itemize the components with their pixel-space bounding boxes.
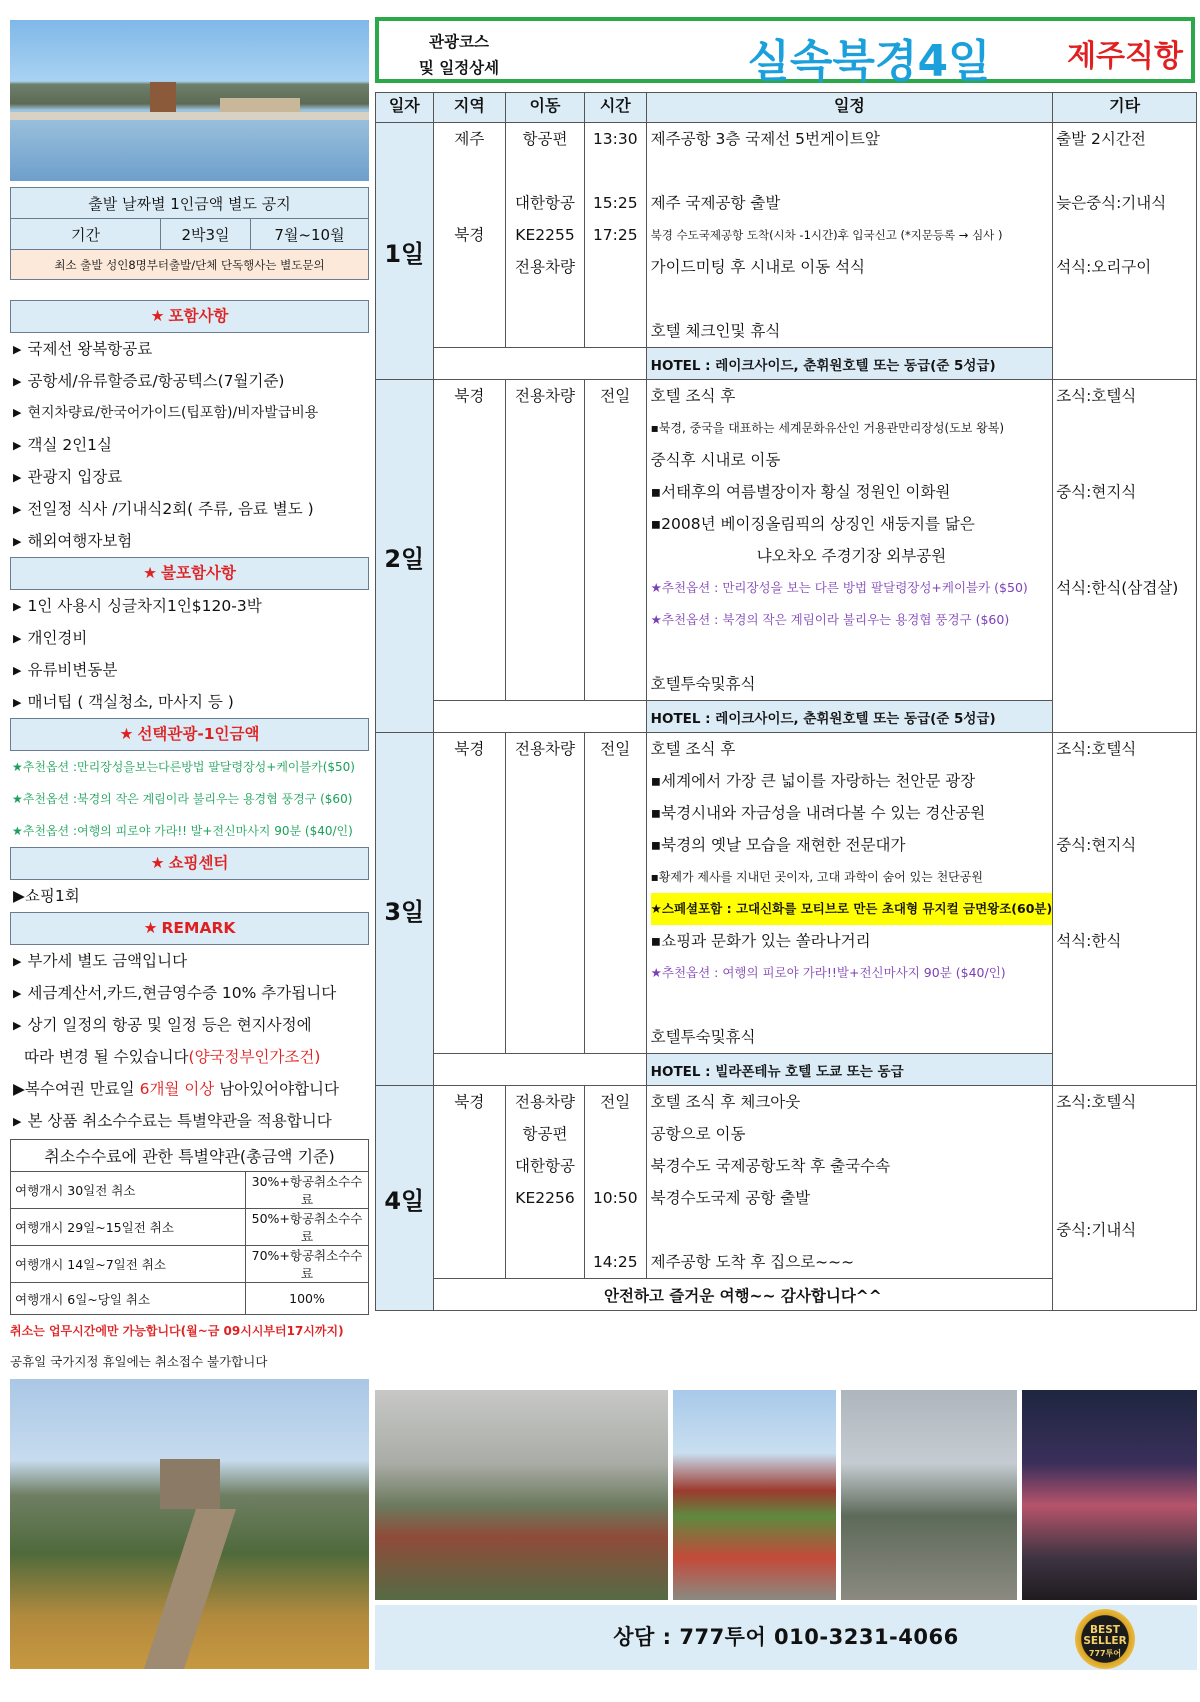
optional-item: ★추천옵션 :북경의 작은 계림이라 불리우는 용경협 풍경구 ($60) <box>12 792 353 806</box>
day-label: 1일 <box>376 123 434 380</box>
triangle-right-icon: ▶ <box>13 696 22 709</box>
trip-duration: 2박3일 <box>161 219 251 250</box>
passport-note: ▶복수여권 만료일 6개월 이상 남아있어야합니다 <box>13 1080 339 1098</box>
list-item-continued: 따라 변경 될 수있습니다(양국정부인가조건) <box>24 1048 321 1066</box>
list-item: ▶ 유류비변동분 <box>10 654 369 686</box>
region-cell: 제주 북경 <box>433 123 506 348</box>
shopping-heading: ★ 쇼핑센터 <box>10 847 369 880</box>
optional-tour-heading: ★ 선택관광-1인금액 <box>10 718 369 751</box>
triangle-right-icon: ▶ <box>13 632 22 645</box>
pagoda-shape <box>150 82 176 116</box>
shore-shape <box>10 112 369 120</box>
itinerary-cell: 호텔 조식 후 ▪세계에서 가장 큰 넓이를 자랑하는 천안문 광장 ▪북경시내와 자금성을 내려다볼 수 있는 경산공원 ▪북경의 옛날 모습을 재현한 전문대가 ▪황제가 제사를 지내던 곳이자, 고대 과학이 숨어 있는 천단공원 ★스페셜포함 : 고대신화를 모티브로 만든 초대형 뮤지컬 금면왕조(60분) ▪쇼핑과 문화가 있는 쏠라나거리 ★추천옵션 : 여행의 피로야 가라!!발+전신마사지 90분 ($40/인) 호텔투숙및휴식 <box>646 733 1053 1054</box>
table-header-row <box>376 93 1197 123</box>
included-list <box>10 333 369 557</box>
table-row <box>11 1172 369 1209</box>
col-region: 지역 <box>433 93 506 123</box>
time-cell: 전일 <box>584 733 646 1054</box>
title-subtitle: 관광코스 및 일정상세 <box>418 33 500 77</box>
cancel-period: 여행개시 6일~당일 취소 <box>11 1283 246 1315</box>
left-column <box>10 20 369 1669</box>
day-label: 4일 <box>376 1086 434 1311</box>
notice-header: 출발 날짜별 1인금액 별도 공지 <box>11 188 369 219</box>
list-item: ▶ 세금계산서,카드,현금영수증 10% 추가됩니다 <box>10 977 369 1009</box>
hotel-info: HOTEL : 빌라폰테뉴 호텔 도쿄 또는 동급 <box>646 1054 1053 1086</box>
region-cell: 북경 <box>433 1086 506 1279</box>
special-inclusion: ★스페셜포함 : 고대신화를 모티브로 만든 초대형 뮤지컬 금면왕조(60분) <box>651 893 1053 925</box>
excluded-list <box>10 590 369 718</box>
triangle-right-icon: ▶ <box>13 503 22 516</box>
cancellation-heading: 취소수수료에 관한 특별약관(총금액 기준) <box>11 1140 369 1172</box>
triangle-right-icon: ▶ <box>13 1019 22 1032</box>
time-cell: 13:30 15:25 17:25 <box>584 123 646 348</box>
contact-info: 상담 : 777투어 010-3231-4066 <box>613 1625 959 1649</box>
star-icon: ★ <box>119 725 134 743</box>
summer-palace-photo <box>10 20 369 181</box>
remark-list <box>10 945 369 1137</box>
hotel-spacer <box>433 1054 646 1086</box>
hotel-info: HOTEL : 레이크사이드, 춘휘원호텔 또는 동급(준 5성급) <box>646 701 1053 733</box>
triangle-right-icon: ▶ <box>13 600 22 613</box>
day1-row <box>376 123 1197 348</box>
cancel-fee: 30%+항공취소수수료 <box>246 1172 369 1209</box>
etc-cell: 조식:호텔식 중식:현지식 석식:한식 <box>1053 733 1197 1086</box>
col-itinerary: 일정 <box>646 93 1053 123</box>
optional-item: ★추천옵션 :만리장성을보는다른방법 팔달령장성+케이블카($50) <box>12 760 355 774</box>
day-label: 2일 <box>376 380 434 733</box>
table-row <box>11 1246 369 1283</box>
optional-tour-list <box>10 751 369 847</box>
region-cell: 북경 <box>433 380 506 701</box>
list-item: ▶ 1인 사용시 싱글차지1인$120-3박 <box>10 590 369 622</box>
list-item: ▶ 공항세/유류할증료/항공텍스(7월기준) <box>10 365 369 397</box>
etc-cell: 조식:호텔식 중식:기내식 <box>1053 1086 1197 1311</box>
star-icon: ★ <box>143 564 158 582</box>
best-seller-badge: BEST SELLER 777투어 <box>1075 1609 1135 1669</box>
col-time: 시간 <box>584 93 646 123</box>
day3-row <box>376 733 1197 1054</box>
hotel-spacer <box>433 701 646 733</box>
price-notice-table <box>10 187 369 280</box>
triangle-right-icon: ▶ <box>13 987 22 1000</box>
night-street-photo <box>1022 1390 1197 1600</box>
triangle-right-icon: ▶ <box>13 439 22 452</box>
title-banner <box>375 17 1195 87</box>
cancel-period: 여행개시 30일전 취소 <box>11 1172 246 1209</box>
day2-row <box>376 380 1197 701</box>
list-item: ▶ 객실 2인1실 <box>10 429 369 461</box>
list-item: ▶ 개인경비 <box>10 622 369 654</box>
triangle-right-icon: ▶ <box>13 535 22 548</box>
great-wall-photo <box>10 1379 369 1669</box>
itinerary-cell: 제주공항 3층 국제선 5번게이트앞 제주 국제공항 출발 북경 수도국제공항 도착(시차 -1시간)후 입국신고 (*지문등록 → 심사 ) 가이드미팅 후 시내로 이동 석식 호텔 체크인및 휴식 <box>646 123 1053 348</box>
cancel-period: 여행개시 29일~15일전 취소 <box>11 1209 246 1246</box>
page-title: 실속북경4일 <box>747 36 991 87</box>
transport-cell: 전용차량 <box>506 733 585 1054</box>
forbidden-city-photo <box>375 1390 668 1600</box>
cancellation-fee-table <box>10 1139 369 1315</box>
table-row <box>11 1209 369 1246</box>
wall-shape <box>144 1509 236 1669</box>
minimum-departure-note: 최소 출발 성인8명부터출발/단체 단독행사는 별도문의 <box>11 250 369 280</box>
contact-footer <box>375 1605 1197 1670</box>
star-icon: ★ <box>150 307 165 325</box>
transport-cell: 전용차량 <box>506 380 585 701</box>
table-row <box>11 1283 369 1315</box>
list-item: ▶ 전일정 식사 /기내식2회( 주류, 음료 별도 ) <box>10 493 369 525</box>
transport-cell: 항공편 대한항공 KE2255 전용차량 <box>506 123 585 348</box>
list-item: ▶ 본 상품 취소수수료는 특별약관을 적용합니다 <box>10 1105 369 1137</box>
hotel-info: HOTEL : 레이크사이드, 춘휘원호텔 또는 동급(준 5성급) <box>646 348 1053 380</box>
included-heading: ★ 포함사항 <box>10 300 369 333</box>
cancel-fee: 70%+항공취소수수료 <box>246 1246 369 1283</box>
list-item: ▶ 부가세 별도 금액입니다 <box>10 945 369 977</box>
itinerary-cell: 호텔 조식 후 ▪북경, 중국을 대표하는 세계문화유산인 거용관만리장성(도보 왕복) 중식후 시내로 이동 ▪서태후의 여름별장이자 황실 정원인 이화원 ▪2008년 베이징올림픽의 상징인 새둥지를 닮은 냐오차오 주경기장 외부공원 ★추천옵션 : 만리장성을 보는 다른 방법 팔달령장성+케이블카 ($50) ★추천옵션 : 북경의 작은 계림이라 불리우는 용경협 풍경구 ($60) 호텔투숙및휴식 <box>646 380 1053 701</box>
day-label: 3일 <box>376 733 434 1086</box>
excluded-heading: ★ 불포함사항 <box>10 557 369 590</box>
col-day: 일자 <box>376 93 434 123</box>
star-icon: ★ <box>150 854 165 872</box>
col-transport: 이동 <box>506 93 585 123</box>
list-item: ▶ 해외여행자보험 <box>10 525 369 557</box>
closing-message: 안전하고 즐거운 여행~~ 감사합니다^^ <box>433 1279 1053 1311</box>
triangle-right-icon: ▶ <box>13 343 22 356</box>
departure-tag: 제주직항 <box>1067 39 1183 74</box>
list-item: ▶ 현지차량료/한국어가이드(팁포함)/비자발급비용 <box>10 397 369 429</box>
list-item: ▶ 매너팁 ( 객실청소, 마사지 등 ) <box>10 686 369 718</box>
etc-cell: 조식:호텔식 중식:현지식 석식:한식(삼겹살) <box>1053 380 1197 733</box>
etc-cell: 출발 2시간전 늦은중식:기내식 석식:오리구이 <box>1053 123 1197 380</box>
holiday-note: 공휴일 국가지정 휴일에는 취소접수 불가합니다 <box>10 1354 268 1369</box>
region-cell: 북경 <box>433 733 506 1054</box>
cancel-period: 여행개시 14일~7일전 취소 <box>11 1246 246 1283</box>
watchtower-shape <box>160 1459 220 1509</box>
season-months: 7월~10월 <box>251 219 369 250</box>
period-label: 기간 <box>11 219 161 250</box>
temple-garden-photo <box>673 1390 836 1600</box>
transport-cell: 전용차량 항공편 대한항공 KE2256 <box>506 1086 585 1279</box>
col-etc: 기타 <box>1053 93 1197 123</box>
triangle-right-icon: ▶ <box>13 471 22 484</box>
cancel-fee: 50%+항공취소수수료 <box>246 1209 369 1246</box>
day4-row <box>376 1086 1197 1279</box>
list-item: ▶ 관광지 입장료 <box>10 461 369 493</box>
great-wall-steps-photo <box>841 1390 1017 1600</box>
time-cell: 전일 10:50 14:25 <box>584 1086 646 1279</box>
time-cell: 전일 <box>584 380 646 701</box>
shopping-count: ▶쇼핑1회 <box>13 887 80 905</box>
hotel-spacer <box>433 348 646 380</box>
itinerary-table <box>375 92 1197 1311</box>
list-item: ▶ 상기 일정의 항공 및 일정 등은 현지사정에 <box>10 1009 369 1041</box>
star-icon: ★ <box>143 919 158 937</box>
triangle-right-icon: ▶ <box>13 664 22 677</box>
itinerary-cell: 호텔 조식 후 체크아웃 공항으로 이동 북경수도 국제공항도착 후 출국수속 북경수도국제 공항 출발 제주공항 도착 후 집으로~~~ <box>646 1086 1053 1279</box>
triangle-right-icon: ▶ <box>13 375 22 388</box>
list-item: ▶ 국제선 왕복항공료 <box>10 333 369 365</box>
triangle-right-icon: ▶ <box>13 406 22 419</box>
optional-item: ★추천옵션 :여행의 피로야 가라!! 발+전신마사지 90분 ($40/인) <box>12 824 353 838</box>
remark-heading: ★ REMARK <box>10 912 369 945</box>
triangle-right-icon: ▶ <box>13 1115 22 1128</box>
cancel-fee: 100% <box>246 1283 369 1315</box>
cancel-hours-note: 취소는 업무시간에만 가능합니다(월~금 09시시부터17시까지) <box>10 1324 344 1338</box>
triangle-right-icon: ▶ <box>13 955 22 968</box>
